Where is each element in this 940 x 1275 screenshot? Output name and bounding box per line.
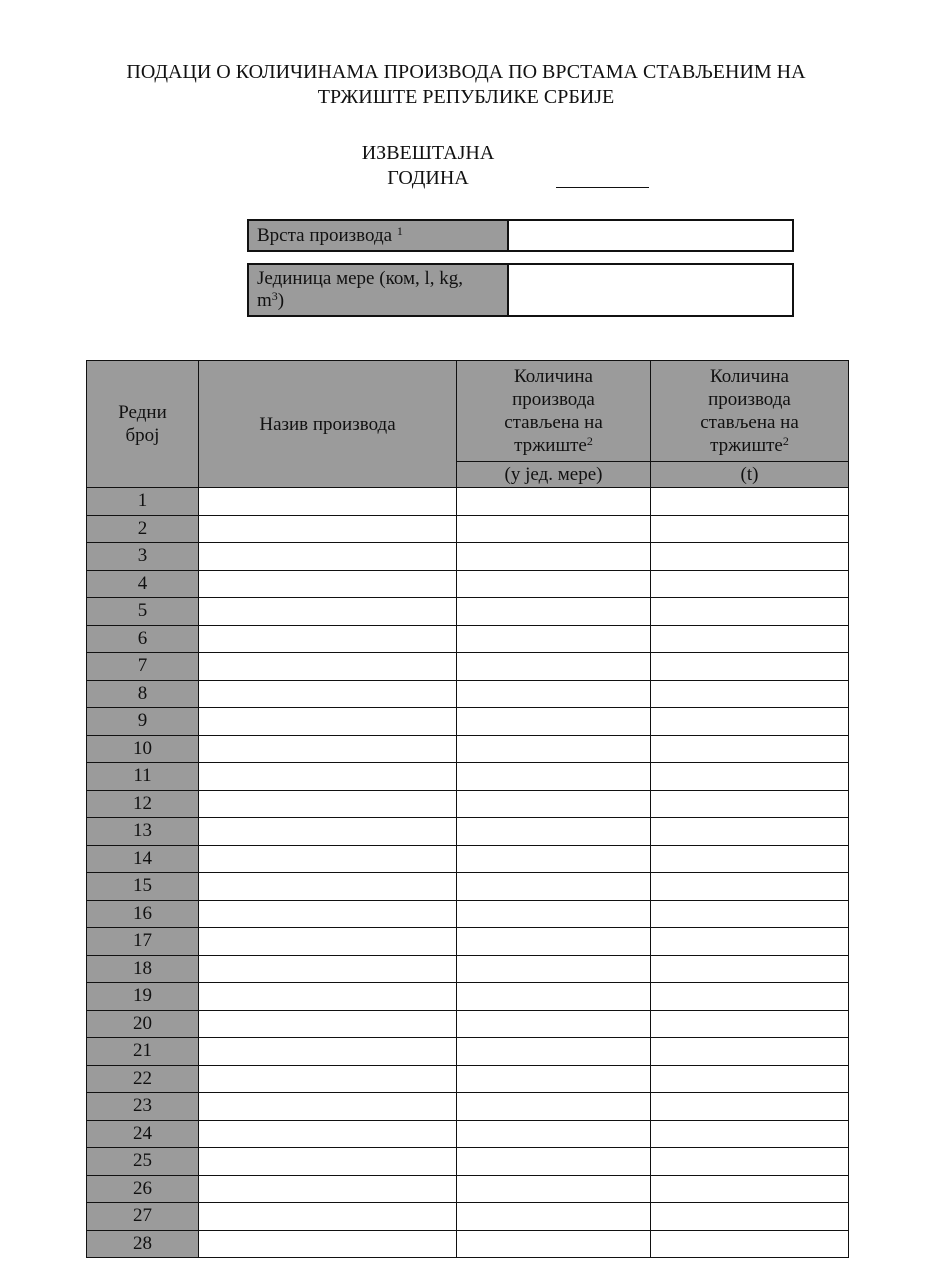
table-row — [87, 928, 849, 956]
product-name-cell[interactable] — [199, 1148, 457, 1176]
product-type-table — [247, 219, 794, 252]
quantity-tons-cell[interactable] — [651, 1010, 849, 1038]
quantity-tons-cell[interactable] — [651, 1230, 849, 1258]
product-name-cell[interactable] — [199, 1010, 457, 1038]
product-name-cell[interactable] — [199, 873, 457, 901]
column-subheader-tons: (t) — [651, 462, 849, 488]
quantity-units-cell[interactable] — [457, 708, 651, 736]
quantity-tons-cell[interactable] — [651, 680, 849, 708]
products-table-body — [87, 488, 849, 1258]
quantity-tons-cell[interactable] — [651, 845, 849, 873]
footnote-marker: 2 — [782, 434, 789, 448]
product-name-cell[interactable] — [199, 598, 457, 626]
row-number: 11 — [87, 763, 199, 791]
quantity-tons-cell[interactable] — [651, 1093, 849, 1121]
table-row — [87, 1093, 849, 1121]
table-row — [87, 1038, 849, 1066]
row-number: 9 — [87, 708, 199, 736]
table-row — [87, 818, 849, 846]
quantity-units-cell[interactable] — [457, 735, 651, 763]
quantity-units-cell[interactable] — [457, 515, 651, 543]
quantity-tons-cell[interactable] — [651, 1148, 849, 1176]
quantity-tons-cell[interactable] — [651, 653, 849, 681]
table-row — [87, 570, 849, 598]
table-row — [87, 735, 849, 763]
row-number: 20 — [87, 1010, 199, 1038]
product-name-cell[interactable] — [199, 928, 457, 956]
quantity-units-cell[interactable] — [457, 873, 651, 901]
row-number: 10 — [87, 735, 199, 763]
quantity-units-cell[interactable] — [457, 1010, 651, 1038]
product-name-cell[interactable] — [199, 543, 457, 571]
reporting-year-label — [310, 141, 546, 191]
row-number: 27 — [87, 1203, 199, 1231]
product-name-cell[interactable] — [199, 1093, 457, 1121]
table-row — [87, 598, 849, 626]
row-number: 5 — [87, 598, 199, 626]
table-row — [87, 1148, 849, 1176]
row-number: 3 — [87, 543, 199, 571]
column-header-product-name: Назив производа — [199, 361, 457, 488]
row-number: 23 — [87, 1093, 199, 1121]
table-row — [87, 625, 849, 653]
quantity-units-cell[interactable] — [457, 1120, 651, 1148]
column-header-quantity-units: Количина производа стављена на тржиште$^2$ — [457, 361, 651, 462]
product-name-cell[interactable] — [199, 845, 457, 873]
row-number: 1 — [87, 488, 199, 516]
quantity-tons-cell[interactable] — [651, 708, 849, 736]
table-row — [87, 543, 849, 571]
row-number: 7 — [87, 653, 199, 681]
reporting-year-field[interactable] — [556, 163, 649, 185]
quantity-units-cell[interactable] — [457, 1230, 651, 1258]
table-row — [87, 1120, 849, 1148]
row-number: 12 — [87, 790, 199, 818]
quantity-units-cell[interactable] — [457, 790, 651, 818]
quantity-units-cell[interactable] — [457, 488, 651, 516]
quantity-units-cell[interactable] — [457, 543, 651, 571]
unit-of-measure-table — [247, 263, 794, 317]
table-row — [87, 708, 849, 736]
reporting-year-label-line-1: ИЗВЕШТАЈНА — [361, 142, 495, 164]
row-number: 8 — [87, 680, 199, 708]
footnote-marker: 2 — [586, 434, 593, 448]
row-number: 14 — [87, 845, 199, 873]
row-number: 16 — [87, 900, 199, 928]
quantity-units-cell[interactable] — [457, 1038, 651, 1066]
quantity-tons-cell[interactable] — [651, 818, 849, 846]
quantity-units-cell[interactable] — [457, 763, 651, 791]
quantity-units-cell[interactable] — [457, 955, 651, 983]
quantity-tons-cell[interactable] — [651, 873, 849, 901]
product-name-cell[interactable] — [199, 955, 457, 983]
quantity-units-cell[interactable] — [457, 1148, 651, 1176]
product-name-cell[interactable] — [199, 1203, 457, 1231]
quantity-units-cell[interactable] — [457, 598, 651, 626]
quantity-tons-cell[interactable] — [651, 1038, 849, 1066]
product-name-cell[interactable] — [199, 680, 457, 708]
table-row — [87, 873, 849, 901]
product-name-cell[interactable] — [199, 653, 457, 681]
product-type-label: Врста производа $^1$ — [248, 220, 508, 251]
quantity-tons-cell[interactable] — [651, 570, 849, 598]
table-row — [87, 515, 849, 543]
quantity-tons-cell[interactable] — [651, 790, 849, 818]
product-name-cell[interactable] — [199, 708, 457, 736]
quantity-tons-cell[interactable] — [651, 1120, 849, 1148]
table-row — [87, 1065, 849, 1093]
row-number: 28 — [87, 1230, 199, 1258]
footnote-marker: 1 — [396, 223, 403, 238]
quantity-tons-cell[interactable] — [651, 625, 849, 653]
product-name-cell[interactable] — [199, 515, 457, 543]
quantity-tons-cell[interactable] — [651, 1065, 849, 1093]
product-name-cell[interactable] — [199, 1038, 457, 1066]
quantity-units-cell[interactable] — [457, 680, 651, 708]
table-row — [87, 653, 849, 681]
product-name-cell[interactable] — [199, 1065, 457, 1093]
quantity-units-cell[interactable] — [457, 570, 651, 598]
reporting-year-label-line-2: ГОДИНА — [387, 167, 469, 189]
product-name-cell[interactable] — [199, 1120, 457, 1148]
product-name-cell[interactable] — [199, 900, 457, 928]
quantity-units-cell[interactable] — [457, 1203, 651, 1231]
table-row — [87, 900, 849, 928]
quantity-tons-cell[interactable] — [651, 1203, 849, 1231]
product-name-cell[interactable] — [199, 763, 457, 791]
table-row — [87, 1175, 849, 1203]
product-name-cell[interactable] — [199, 488, 457, 516]
product-name-cell[interactable] — [199, 735, 457, 763]
table-row — [87, 1203, 849, 1231]
row-number: 18 — [87, 955, 199, 983]
product-name-cell[interactable] — [199, 1230, 457, 1258]
quantity-units-cell[interactable] — [457, 1175, 651, 1203]
quantity-units-cell[interactable] — [457, 1093, 651, 1121]
row-number: 19 — [87, 983, 199, 1011]
row-number: 6 — [87, 625, 199, 653]
quantity-units-cell[interactable] — [457, 983, 651, 1011]
quantity-tons-cell[interactable] — [651, 543, 849, 571]
product-name-cell[interactable] — [199, 818, 457, 846]
table-row — [87, 1230, 849, 1258]
quantity-tons-cell[interactable] — [651, 735, 849, 763]
unit-of-measure-field[interactable] — [508, 264, 793, 316]
row-number: 4 — [87, 570, 199, 598]
quantity-units-cell[interactable] — [457, 625, 651, 653]
column-header-quantity-tons: Количина производа стављена на тржиште$^2$ — [651, 361, 849, 462]
unit-of-measure-label: Јединица мере (ком, l, kg, $m^3$) — [248, 264, 508, 316]
product-name-cell[interactable] — [199, 625, 457, 653]
table-row — [87, 983, 849, 1011]
row-number: 13 — [87, 818, 199, 846]
quantity-units-cell[interactable] — [457, 818, 651, 846]
row-number: 24 — [87, 1120, 199, 1148]
table-row — [87, 763, 849, 791]
row-number: 2 — [87, 515, 199, 543]
quantity-units-cell[interactable] — [457, 928, 651, 956]
quantity-tons-cell[interactable] — [651, 928, 849, 956]
quantity-units-cell[interactable] — [457, 900, 651, 928]
document-title — [60, 60, 872, 110]
row-number: 17 — [87, 928, 199, 956]
quantity-units-cell[interactable] — [457, 845, 651, 873]
quantity-tons-cell[interactable] — [651, 955, 849, 983]
quantity-tons-cell[interactable] — [651, 488, 849, 516]
product-name-cell[interactable] — [199, 570, 457, 598]
quantity-tons-cell[interactable] — [651, 983, 849, 1011]
quantity-tons-cell[interactable] — [651, 1175, 849, 1203]
row-number: 26 — [87, 1175, 199, 1203]
quantity-tons-cell[interactable] — [651, 515, 849, 543]
title-line-1: ПОДАЦИ О КОЛИЧИНАМА ПРОИЗВОДА ПО ВРСТАМА СТАВЉЕНИМ НА — [126, 61, 806, 83]
quantity-units-cell[interactable] — [457, 653, 651, 681]
column-header-number: Редни број — [87, 361, 199, 488]
table-row — [87, 1010, 849, 1038]
product-name-cell[interactable] — [199, 983, 457, 1011]
table-row — [87, 680, 849, 708]
table-row — [87, 955, 849, 983]
row-number: 22 — [87, 1065, 199, 1093]
row-number: 15 — [87, 873, 199, 901]
table-row — [87, 845, 849, 873]
product-type-field[interactable] — [508, 220, 793, 251]
product-name-cell[interactable] — [199, 1175, 457, 1203]
table-row — [87, 488, 849, 516]
quantity-tons-cell[interactable] — [651, 598, 849, 626]
products-table — [86, 360, 849, 1258]
quantity-tons-cell[interactable] — [651, 763, 849, 791]
reporting-year-underline — [556, 187, 649, 188]
quantity-tons-cell[interactable] — [651, 900, 849, 928]
product-name-cell[interactable] — [199, 790, 457, 818]
quantity-units-cell[interactable] — [457, 1065, 651, 1093]
row-number: 21 — [87, 1038, 199, 1066]
row-number: 25 — [87, 1148, 199, 1176]
title-line-2: ТРЖИШТЕ РЕПУБЛИКЕ СРБИЈЕ — [317, 86, 615, 108]
table-row — [87, 790, 849, 818]
column-subheader-units: (у јед. мере) — [457, 462, 651, 488]
